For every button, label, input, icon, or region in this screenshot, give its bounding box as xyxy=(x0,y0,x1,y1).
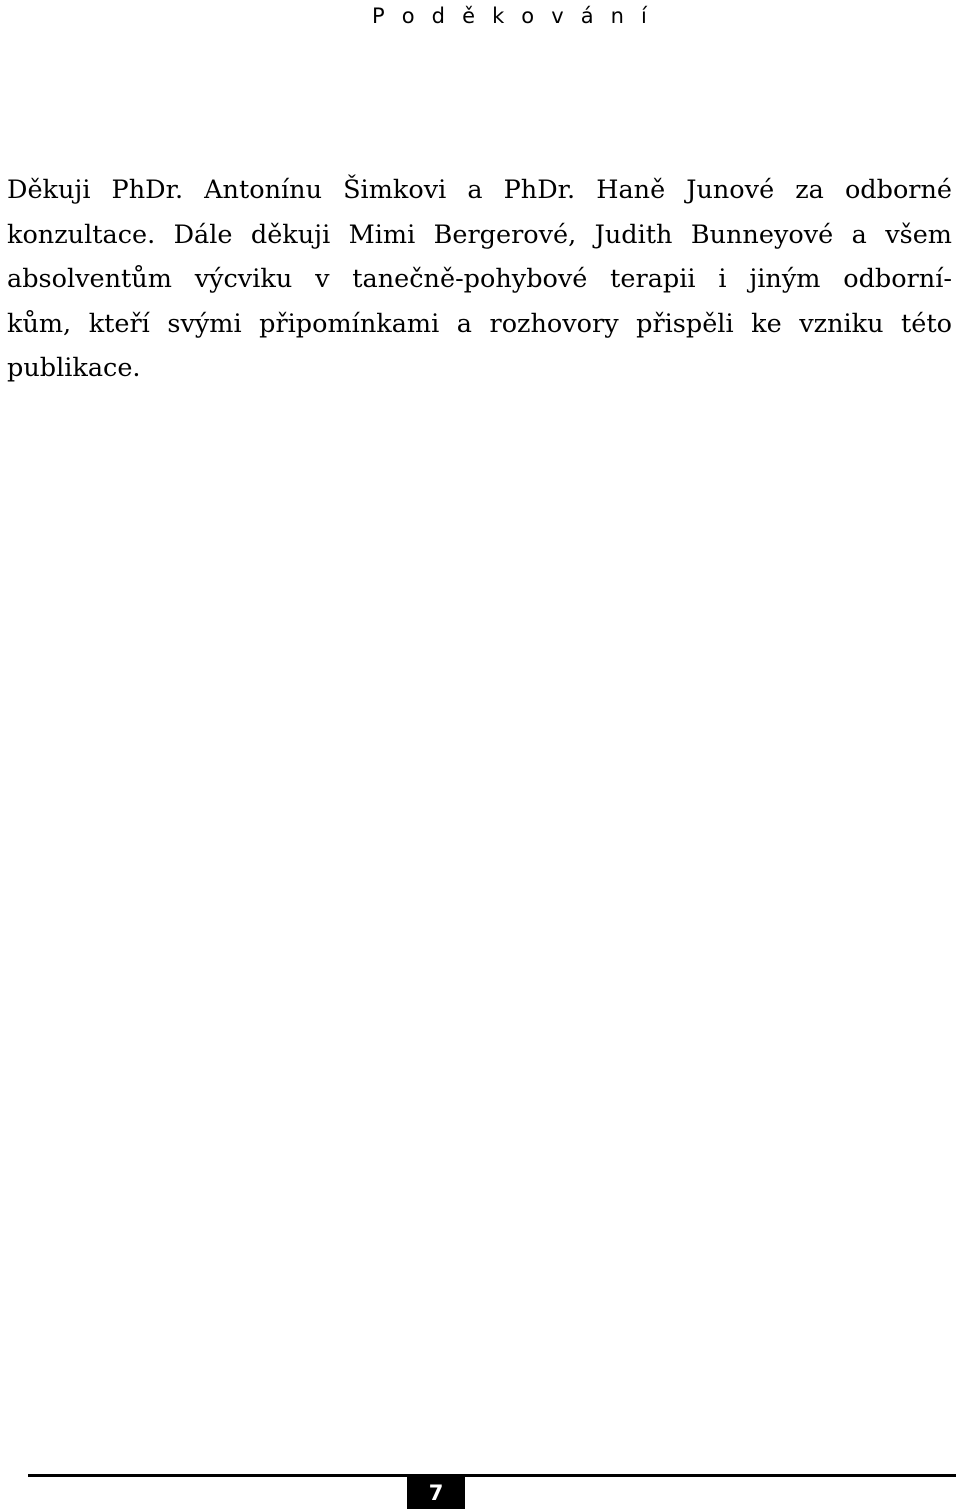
acknowledgement-paragraph xyxy=(7,168,952,391)
paragraph-line: konzultace. Dále děkuji Mimi Bergerové, Judith Bunneyové a všem xyxy=(7,219,952,250)
paragraph-line: kům, kteří svými připomínkami a rozhovory přispěli ke vzniku této xyxy=(7,308,952,339)
page-number: 7 xyxy=(428,1481,444,1505)
paragraph-line: absolventům výcviku v tanečně-pohybové terapii i jiným odborní- xyxy=(7,264,952,294)
paragraph-line: publikace. xyxy=(7,353,141,383)
footer-rule xyxy=(28,1474,956,1477)
paragraph-line: Děkuji PhDr. Antonínu Šimkovi a PhDr. Haně Junové za odborné xyxy=(7,175,952,205)
section-title: P o d ě k o v á n í xyxy=(372,4,653,28)
page-number-box xyxy=(407,1477,465,1509)
